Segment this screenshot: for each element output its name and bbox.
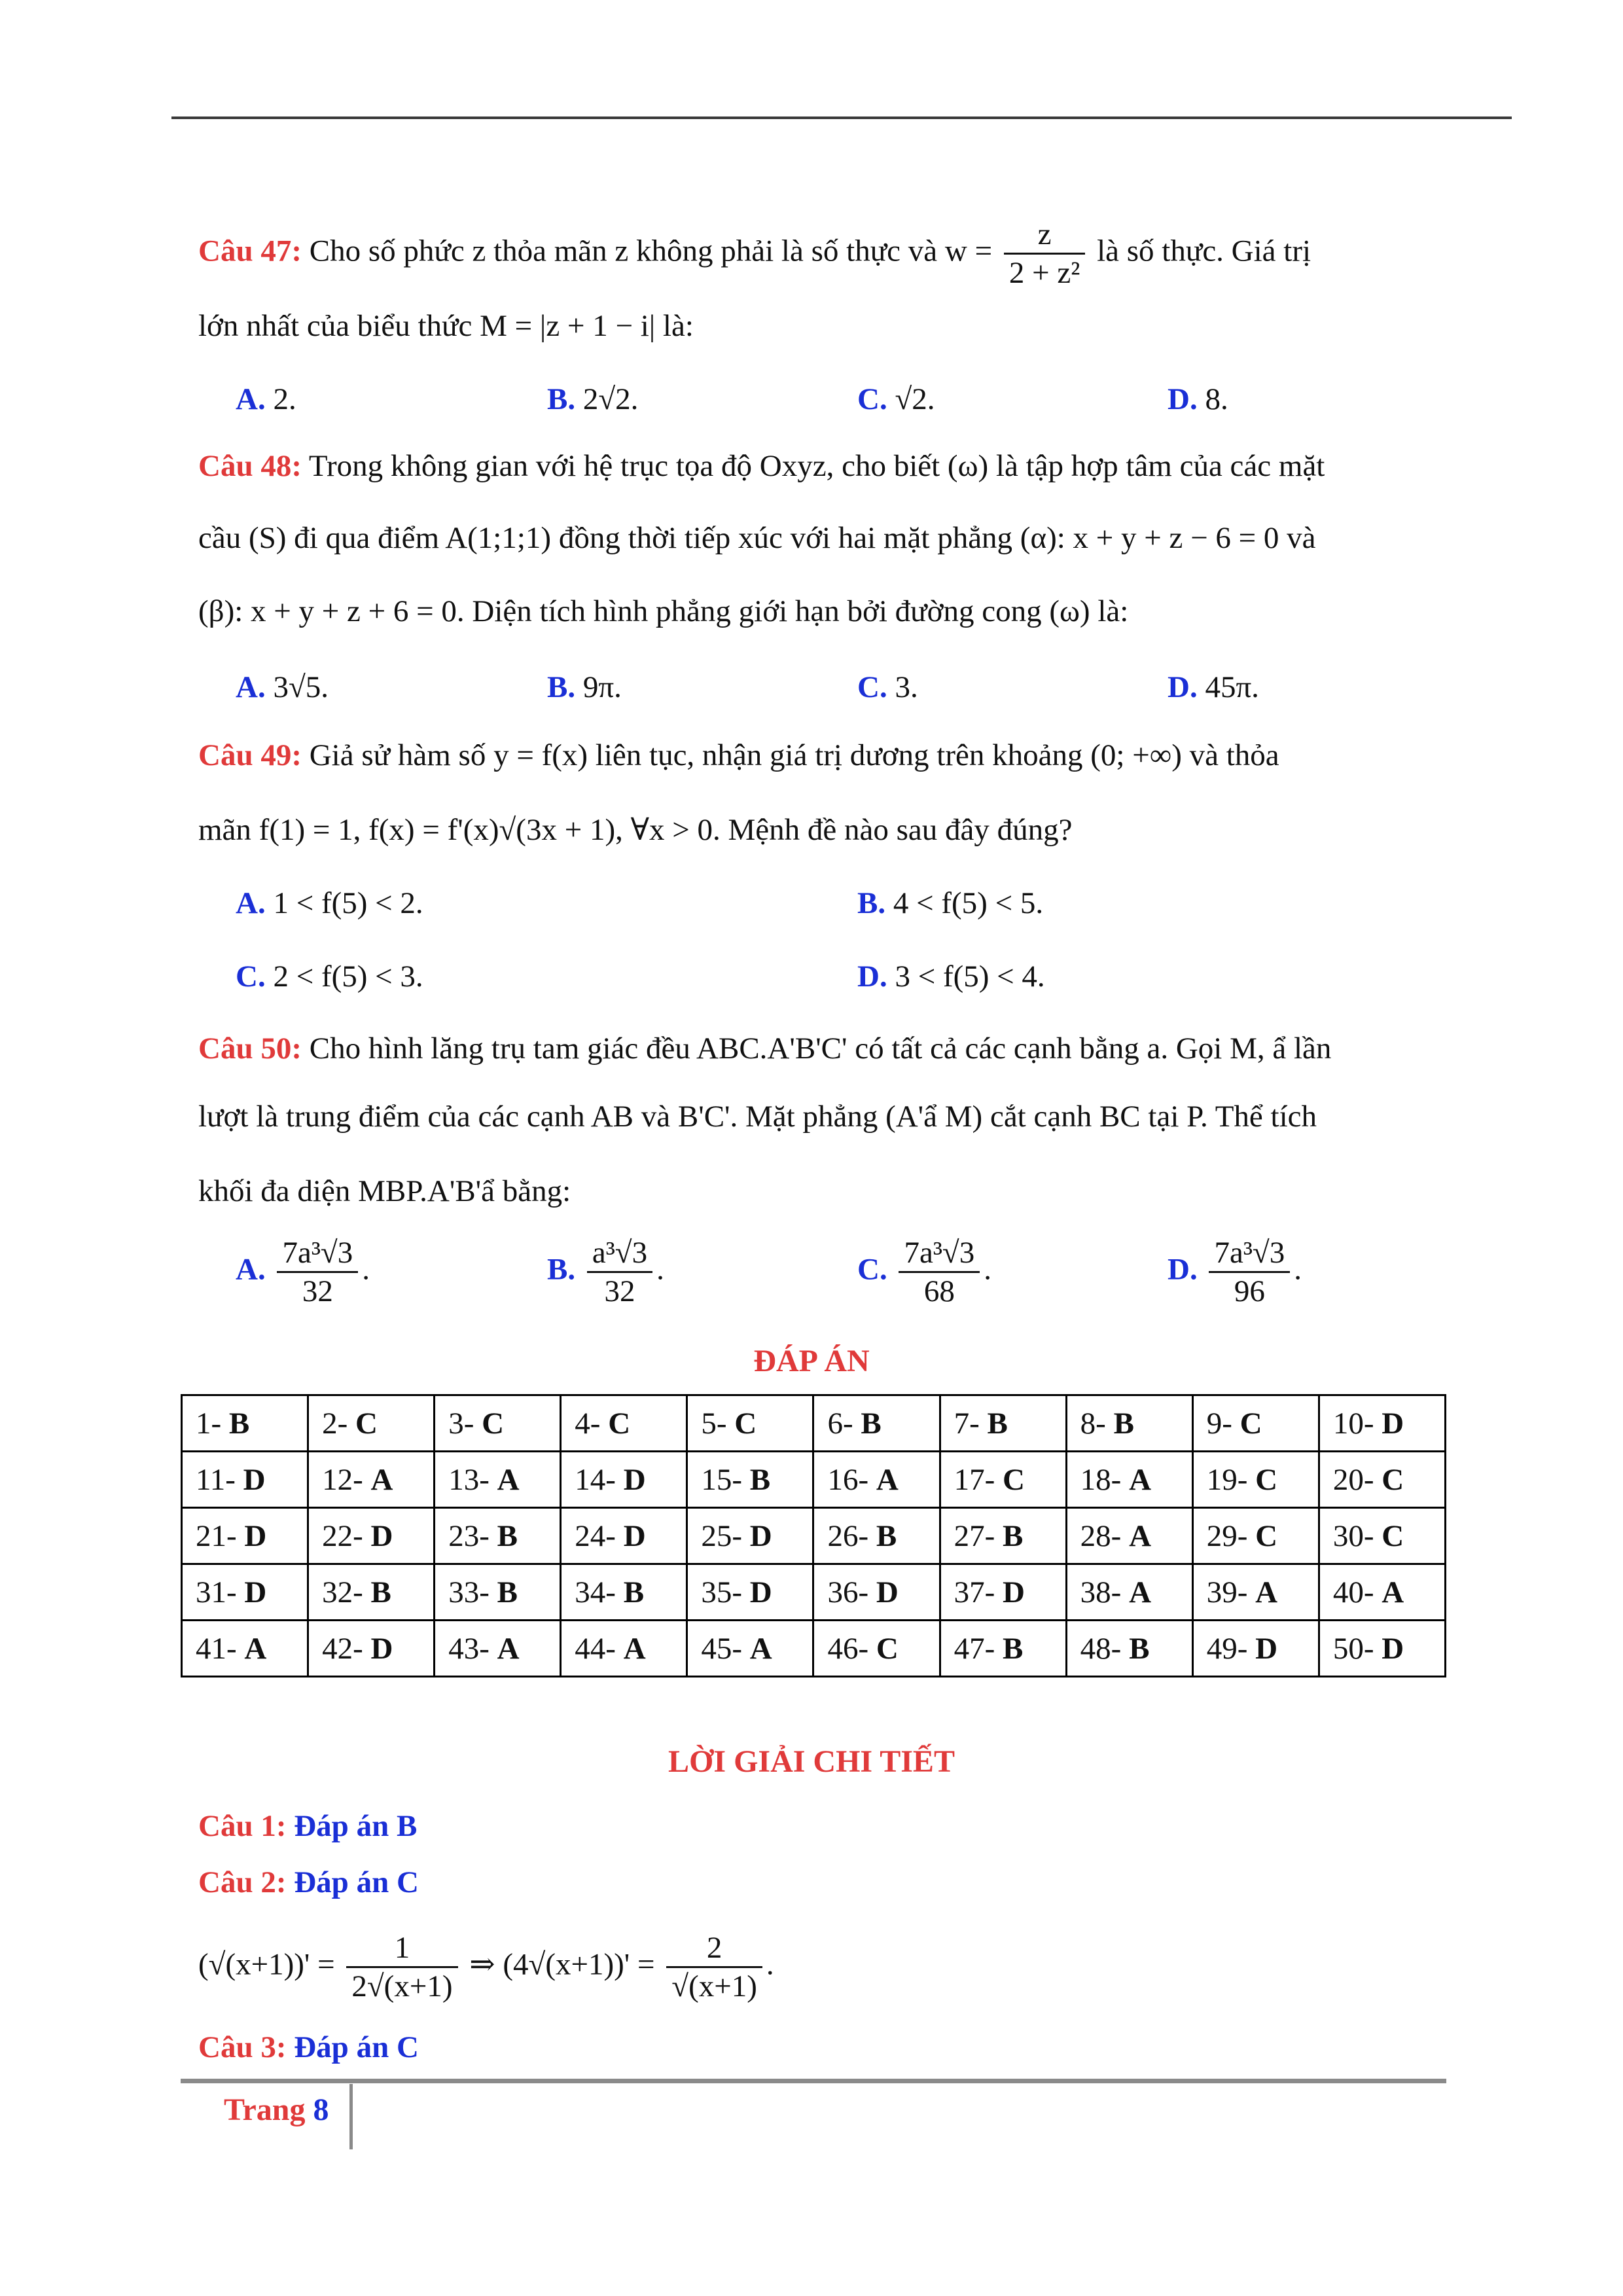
answer-letter: D bbox=[749, 1518, 772, 1553]
answer-cell bbox=[687, 1564, 813, 1621]
q47-option-d bbox=[1168, 380, 1228, 419]
answer-cell bbox=[182, 1452, 308, 1508]
answer-cell bbox=[1192, 1621, 1319, 1677]
answer-number: 30- bbox=[1332, 1518, 1374, 1553]
answer-letter: A bbox=[876, 1462, 899, 1497]
q47-option-b bbox=[547, 380, 638, 419]
answer-number: 33- bbox=[448, 1575, 490, 1609]
option-letter: C. bbox=[857, 670, 887, 704]
answer-letter: C bbox=[482, 1406, 505, 1441]
answer-cell bbox=[308, 1508, 435, 1564]
q49-line-1 bbox=[198, 736, 1279, 775]
answer-letter: D bbox=[876, 1575, 899, 1609]
answer-letter: D bbox=[243, 1462, 266, 1497]
footer-rule bbox=[181, 2079, 1446, 2083]
option-letter: B. bbox=[547, 670, 576, 704]
formula-eq2: = bbox=[637, 1947, 655, 1982]
q49-text-2: mãn f(1) = 1, f(x) = f'(x)√(3x + 1), ∀x > 0. Mệnh đề nào sau đây đúng? bbox=[198, 813, 1073, 847]
answer-letter: A bbox=[1129, 1518, 1152, 1553]
option-fraction bbox=[899, 1234, 980, 1310]
formula-lhs: (√(x+1))' bbox=[198, 1947, 310, 1982]
answer-number: 4- bbox=[575, 1406, 601, 1441]
formula-end: . bbox=[766, 1947, 774, 1982]
answer-cell bbox=[687, 1508, 813, 1564]
answer-number: 41- bbox=[196, 1631, 237, 1666]
answer-cell bbox=[687, 1452, 813, 1508]
solutions-title: LỜI GIẢI CHI TIẾT bbox=[668, 1744, 955, 1779]
option-text: 3 < f(5) < 4. bbox=[895, 960, 1045, 994]
q48-option-b bbox=[547, 668, 622, 707]
frac-den: 68 bbox=[923, 1274, 955, 1308]
q48-label: Câu 48: bbox=[198, 449, 302, 483]
q47-expression: M = |z + 1 − i| bbox=[480, 309, 656, 343]
answer-number: 24- bbox=[575, 1518, 616, 1553]
answer-cell bbox=[940, 1621, 1066, 1677]
q47-fraction bbox=[1004, 216, 1085, 291]
answer-number: 50- bbox=[1332, 1631, 1374, 1666]
answer-cell bbox=[1066, 1564, 1192, 1621]
answer-cell bbox=[308, 1395, 435, 1452]
answer-cell bbox=[1192, 1452, 1319, 1508]
option-letter: B. bbox=[857, 886, 886, 920]
answer-number: 2- bbox=[322, 1406, 348, 1441]
answer-cell bbox=[940, 1508, 1066, 1564]
page-value: 8 bbox=[313, 2092, 329, 2127]
option-letter: C. bbox=[857, 382, 887, 416]
answer-number: 23- bbox=[448, 1518, 490, 1553]
q47-frac-den: 2 + z² bbox=[1008, 256, 1080, 290]
answer-number: 3- bbox=[448, 1406, 474, 1441]
answer-number: 19- bbox=[1206, 1462, 1248, 1497]
answer-letter: B bbox=[876, 1518, 897, 1553]
option-fraction bbox=[587, 1234, 652, 1310]
answer-row bbox=[182, 1508, 1446, 1564]
frac-num: a³√3 bbox=[587, 1234, 652, 1273]
answer-letter: D bbox=[370, 1518, 393, 1553]
answer-letter: D bbox=[1002, 1575, 1025, 1609]
frac-den: 32 bbox=[604, 1274, 635, 1308]
option-letter: B. bbox=[547, 1252, 576, 1287]
answer-number: 28- bbox=[1080, 1518, 1122, 1553]
answers-title: ĐÁP ÁN bbox=[753, 1344, 870, 1378]
option-fraction bbox=[1209, 1234, 1290, 1310]
answer-cell bbox=[1192, 1564, 1319, 1621]
frac-num: 7a³√3 bbox=[1209, 1234, 1290, 1273]
answer-letter: B bbox=[497, 1575, 518, 1609]
q50-line-3 bbox=[198, 1172, 571, 1211]
header-rule bbox=[171, 117, 1512, 119]
answer-letter: A bbox=[749, 1631, 772, 1666]
option-text: 3. bbox=[895, 670, 918, 704]
answer-cell bbox=[435, 1395, 561, 1452]
answer-number: 42- bbox=[322, 1631, 363, 1666]
solution-3-heading bbox=[198, 2028, 419, 2067]
answer-number: 15- bbox=[701, 1462, 743, 1497]
answer-number: 49- bbox=[1206, 1631, 1248, 1666]
page-label: Trang bbox=[224, 2092, 306, 2127]
answer-cell bbox=[813, 1564, 940, 1621]
option-text: 3√5. bbox=[273, 670, 329, 704]
answer-letter: A bbox=[497, 1631, 520, 1666]
option-letter: D. bbox=[857, 960, 887, 994]
answer-cell bbox=[687, 1621, 813, 1677]
answer-letter: D bbox=[1382, 1406, 1404, 1441]
answer-row bbox=[182, 1621, 1446, 1677]
solution-1-label: Câu 1: bbox=[198, 1809, 287, 1843]
answer-cell bbox=[813, 1395, 940, 1452]
solution-2-label: Câu 2: bbox=[198, 1865, 287, 1899]
q48-line-3 bbox=[198, 592, 1128, 631]
answer-cell bbox=[308, 1564, 435, 1621]
answer-number: 22- bbox=[322, 1518, 363, 1553]
q49-option-a bbox=[236, 884, 423, 923]
solution-3-answer: Đáp án C bbox=[294, 2030, 419, 2064]
answer-cell bbox=[435, 1564, 561, 1621]
solution-2-heading bbox=[198, 1863, 419, 1902]
answer-cell bbox=[561, 1564, 687, 1621]
answer-cell bbox=[308, 1452, 435, 1508]
answer-cell bbox=[561, 1621, 687, 1677]
answer-number: 27- bbox=[954, 1518, 995, 1553]
q50-option-d: D. $\frac{\text{7a³√3}}{96}$ . bbox=[1168, 1236, 1302, 1308]
answer-table bbox=[181, 1394, 1446, 1677]
answer-number: 1- bbox=[196, 1406, 222, 1441]
answer-letter: C bbox=[876, 1631, 899, 1666]
answer-number: 26- bbox=[827, 1518, 869, 1553]
answer-letter: D bbox=[623, 1518, 646, 1553]
q50-line-1 bbox=[198, 1029, 1331, 1068]
option-text: 1 < f(5) < 2. bbox=[273, 886, 423, 920]
answer-letter: D bbox=[244, 1518, 267, 1553]
answer-letter: C bbox=[1002, 1462, 1025, 1497]
answer-cell bbox=[435, 1452, 561, 1508]
option-letter: D. bbox=[1168, 1252, 1198, 1287]
answer-number: 14- bbox=[575, 1462, 616, 1497]
answer-letter: B bbox=[1113, 1406, 1134, 1441]
formula-fraction-2 bbox=[666, 1929, 762, 2005]
q47-text-1b: là số thực. Giá trị bbox=[1097, 234, 1311, 268]
answer-number: 34- bbox=[575, 1575, 616, 1609]
q49-text-1: Giả sử hàm số y = f(x) liên tục, nhận giá trị dương trên khoảng (0; +∞) và thỏa bbox=[309, 738, 1279, 772]
answer-letter: C bbox=[1255, 1518, 1278, 1553]
q47-line-2 bbox=[198, 306, 694, 346]
answer-number: 36- bbox=[827, 1575, 869, 1609]
answer-letter: D bbox=[1255, 1631, 1278, 1666]
q49-label: Câu 49: bbox=[198, 738, 302, 772]
q48-option-d bbox=[1168, 668, 1259, 707]
q47-label: Câu 47: bbox=[198, 234, 302, 268]
frac-num: 7a³√3 bbox=[899, 1234, 980, 1273]
answer-row bbox=[182, 1452, 1446, 1508]
option-letter: A. bbox=[236, 886, 266, 920]
answer-number: 40- bbox=[1332, 1575, 1374, 1609]
frac-den: 2√(x+1) bbox=[351, 1969, 453, 2003]
option-letter: A. bbox=[236, 1252, 266, 1287]
answer-letter: B bbox=[228, 1406, 250, 1441]
q48-option-a bbox=[236, 668, 329, 707]
q48-text-2: cầu (S) đi qua điểm A(1;1;1) đồng thời tiếp xúc với hai mặt phẳng (α): x + y + z − 6 = 0 và bbox=[198, 521, 1316, 555]
answer-cell bbox=[940, 1452, 1066, 1508]
answer-cell bbox=[435, 1508, 561, 1564]
answer-letter: C bbox=[1240, 1406, 1262, 1441]
q47-w-eq: w = bbox=[944, 234, 993, 268]
answer-cell bbox=[940, 1564, 1066, 1621]
answer-cell bbox=[1319, 1508, 1445, 1564]
formula-mid: (4√(x+1))' bbox=[503, 1947, 630, 1982]
q50-text-1: Cho hình lăng trụ tam giác đều ABC.A'B'C' có tất cả các cạnh bằng a. Gọi M, ẩ lần bbox=[309, 1031, 1332, 1066]
frac-den: √(x+1) bbox=[671, 1969, 757, 2003]
answer-cell bbox=[940, 1395, 1066, 1452]
q50-line-2 bbox=[198, 1097, 1317, 1136]
answer-cell bbox=[1066, 1395, 1192, 1452]
answer-number: 8- bbox=[1080, 1406, 1106, 1441]
option-text: 8. bbox=[1205, 382, 1228, 416]
q48-line-2 bbox=[198, 518, 1316, 558]
answer-number: 20- bbox=[1332, 1462, 1374, 1497]
q48-option-c bbox=[857, 668, 918, 707]
answer-cell bbox=[687, 1395, 813, 1452]
option-text: 4 < f(5) < 5. bbox=[893, 886, 1044, 920]
answer-letter: B bbox=[1129, 1631, 1150, 1666]
q50-label: Câu 50: bbox=[198, 1031, 302, 1066]
q47-option-c bbox=[857, 380, 935, 419]
answer-number: 7- bbox=[954, 1406, 980, 1441]
option-fraction bbox=[277, 1234, 358, 1310]
q47-text-2b: là: bbox=[662, 309, 694, 343]
answer-number: 45- bbox=[701, 1631, 743, 1666]
answer-letter: B bbox=[497, 1518, 518, 1553]
answer-cell bbox=[561, 1508, 687, 1564]
answer-number: 38- bbox=[1080, 1575, 1122, 1609]
option-letter: A. bbox=[236, 670, 266, 704]
answer-number: 6- bbox=[827, 1406, 853, 1441]
q49-option-d bbox=[857, 957, 1045, 996]
answer-letter: A bbox=[1382, 1575, 1404, 1609]
answer-number: 43- bbox=[448, 1631, 490, 1666]
answer-cell bbox=[1066, 1452, 1192, 1508]
answer-letter: B bbox=[987, 1406, 1008, 1441]
answer-cell bbox=[561, 1395, 687, 1452]
answer-letter: A bbox=[244, 1631, 267, 1666]
answer-number: 35- bbox=[701, 1575, 743, 1609]
answer-letter: D bbox=[1382, 1631, 1404, 1666]
solution-3-label: Câu 3: bbox=[198, 2030, 287, 2064]
answer-row bbox=[182, 1564, 1446, 1621]
footer-divider bbox=[349, 2084, 353, 2149]
q47-option-a bbox=[236, 380, 296, 419]
answer-letter: D bbox=[749, 1575, 772, 1609]
answer-number: 25- bbox=[701, 1518, 743, 1553]
answer-number: 12- bbox=[322, 1462, 363, 1497]
formula-implies: ⇒ bbox=[469, 1947, 495, 1982]
answer-number: 47- bbox=[954, 1631, 995, 1666]
answer-cell bbox=[813, 1452, 940, 1508]
answer-letter: A bbox=[1255, 1575, 1278, 1609]
formula-fraction-1 bbox=[346, 1929, 457, 2005]
answer-row bbox=[182, 1395, 1446, 1452]
option-text: 45π. bbox=[1205, 670, 1259, 704]
frac-den: 96 bbox=[1234, 1274, 1265, 1308]
answer-number: 39- bbox=[1206, 1575, 1248, 1609]
answer-letter: A bbox=[1129, 1575, 1152, 1609]
q49-option-b bbox=[857, 884, 1043, 923]
page-number bbox=[224, 2092, 329, 2128]
q50-option-a: A. $\frac{\text{7a³√3}}{32}$ . bbox=[236, 1236, 370, 1308]
answer-letter: B bbox=[623, 1575, 645, 1609]
formula-eq1: = bbox=[317, 1947, 335, 1982]
answer-letter: C bbox=[608, 1406, 631, 1441]
q50-text-3: khối đa diện MBP.A'B'ẩ bằng: bbox=[198, 1174, 571, 1208]
option-letter: C. bbox=[857, 1252, 887, 1287]
answer-letter: D bbox=[370, 1631, 393, 1666]
answer-letter: B bbox=[749, 1462, 771, 1497]
answer-letter: C bbox=[355, 1406, 378, 1441]
answer-letter: D bbox=[623, 1462, 646, 1497]
answer-cell bbox=[813, 1508, 940, 1564]
answer-number: 11- bbox=[196, 1462, 236, 1497]
q48-text-3: (β): x + y + z + 6 = 0. Diện tích hình phẳng giới hạn bởi đường cong (ω) là: bbox=[198, 594, 1129, 628]
frac-num: 7a³√3 bbox=[277, 1234, 358, 1273]
solution-2-answer: Đáp án C bbox=[294, 1865, 419, 1899]
answer-cell bbox=[182, 1621, 308, 1677]
answer-cell bbox=[1066, 1508, 1192, 1564]
answer-letter: C bbox=[1255, 1462, 1278, 1497]
option-text: 2. bbox=[273, 382, 296, 416]
answer-cell bbox=[1319, 1452, 1445, 1508]
q47-frac-num: z bbox=[1004, 216, 1085, 255]
answer-cell bbox=[1192, 1395, 1319, 1452]
answer-cell bbox=[435, 1621, 561, 1677]
answer-number: 16- bbox=[827, 1462, 869, 1497]
answer-letter: C bbox=[1382, 1462, 1404, 1497]
option-letter: C. bbox=[236, 960, 266, 994]
answer-letter: C bbox=[734, 1406, 757, 1441]
answer-number: 5- bbox=[701, 1406, 727, 1441]
answer-cell bbox=[1192, 1508, 1319, 1564]
solution-1-heading bbox=[198, 1806, 417, 1846]
answer-number: 18- bbox=[1080, 1462, 1122, 1497]
q50-option-b: B. $\frac{\text{a³√3}}{32}$ . bbox=[547, 1236, 664, 1308]
answer-cell bbox=[182, 1508, 308, 1564]
option-text: 2 < f(5) < 3. bbox=[273, 960, 423, 994]
answer-cell bbox=[561, 1452, 687, 1508]
answer-cell bbox=[308, 1621, 435, 1677]
answer-cell bbox=[182, 1564, 308, 1621]
q47-text-1a: Cho số phức z thỏa mãn z không phải là số thực và bbox=[309, 234, 938, 268]
answer-letter: D bbox=[244, 1575, 267, 1609]
answer-number: 29- bbox=[1206, 1518, 1248, 1553]
answer-cell bbox=[1066, 1621, 1192, 1677]
answer-letter: C bbox=[1382, 1518, 1404, 1553]
answer-cell bbox=[1319, 1564, 1445, 1621]
answer-letter: B bbox=[1002, 1631, 1024, 1666]
answer-number: 44- bbox=[575, 1631, 616, 1666]
answer-number: 13- bbox=[448, 1462, 490, 1497]
answer-letter: A bbox=[370, 1462, 393, 1497]
q49-line-2 bbox=[198, 810, 1072, 850]
q49-option-c bbox=[236, 957, 423, 996]
answer-number: 48- bbox=[1080, 1631, 1122, 1666]
answer-number: 37- bbox=[954, 1575, 995, 1609]
answer-number: 46- bbox=[827, 1631, 869, 1666]
q50-option-c: C. $\frac{\text{7a³√3}}{68}$ . bbox=[857, 1236, 991, 1308]
answer-letter: B bbox=[1002, 1518, 1024, 1553]
option-text: 9π. bbox=[582, 670, 622, 704]
answer-number: 17- bbox=[954, 1462, 995, 1497]
solution-2-formula bbox=[198, 1929, 774, 2005]
answer-cell bbox=[182, 1395, 308, 1452]
answer-cell bbox=[1319, 1621, 1445, 1677]
option-text: √2. bbox=[895, 382, 935, 416]
answer-number: 10- bbox=[1332, 1406, 1374, 1441]
frac-den: 32 bbox=[302, 1274, 333, 1308]
answer-letter: A bbox=[497, 1462, 520, 1497]
q47-text-2a: lớn nhất của biểu thức bbox=[198, 309, 473, 343]
answer-letter: B bbox=[370, 1575, 391, 1609]
q48-text-1: Trong không gian với hệ trục tọa độ Oxyz, cho biết (ω) là tập hợp tâm của các mặt bbox=[308, 449, 1325, 483]
answer-letter: A bbox=[1129, 1462, 1152, 1497]
answer-number: 9- bbox=[1206, 1406, 1232, 1441]
option-letter: A. bbox=[236, 382, 266, 416]
frac-num: 2 bbox=[666, 1929, 762, 1968]
answer-number: 32- bbox=[322, 1575, 363, 1609]
q47-line-1 bbox=[198, 216, 1311, 291]
frac-num: 1 bbox=[346, 1929, 457, 1968]
q48-line-1 bbox=[198, 446, 1325, 486]
answer-cell bbox=[1319, 1395, 1445, 1452]
answer-letter: B bbox=[861, 1406, 882, 1441]
option-text: 2√2. bbox=[582, 382, 639, 416]
option-letter: D. bbox=[1168, 382, 1198, 416]
answer-number: 21- bbox=[196, 1518, 237, 1553]
option-letter: B. bbox=[547, 382, 576, 416]
option-letter: D. bbox=[1168, 670, 1198, 704]
q50-text-2: lượt là trung điểm của các cạnh AB và B'C'. Mặt phẳng (A'ẩ M) cắt cạnh BC tại P. Thể tích bbox=[198, 1100, 1317, 1134]
answer-letter: A bbox=[623, 1631, 646, 1666]
solution-1-answer: Đáp án B bbox=[294, 1809, 418, 1843]
answer-number: 31- bbox=[196, 1575, 237, 1609]
answer-cell bbox=[813, 1621, 940, 1677]
